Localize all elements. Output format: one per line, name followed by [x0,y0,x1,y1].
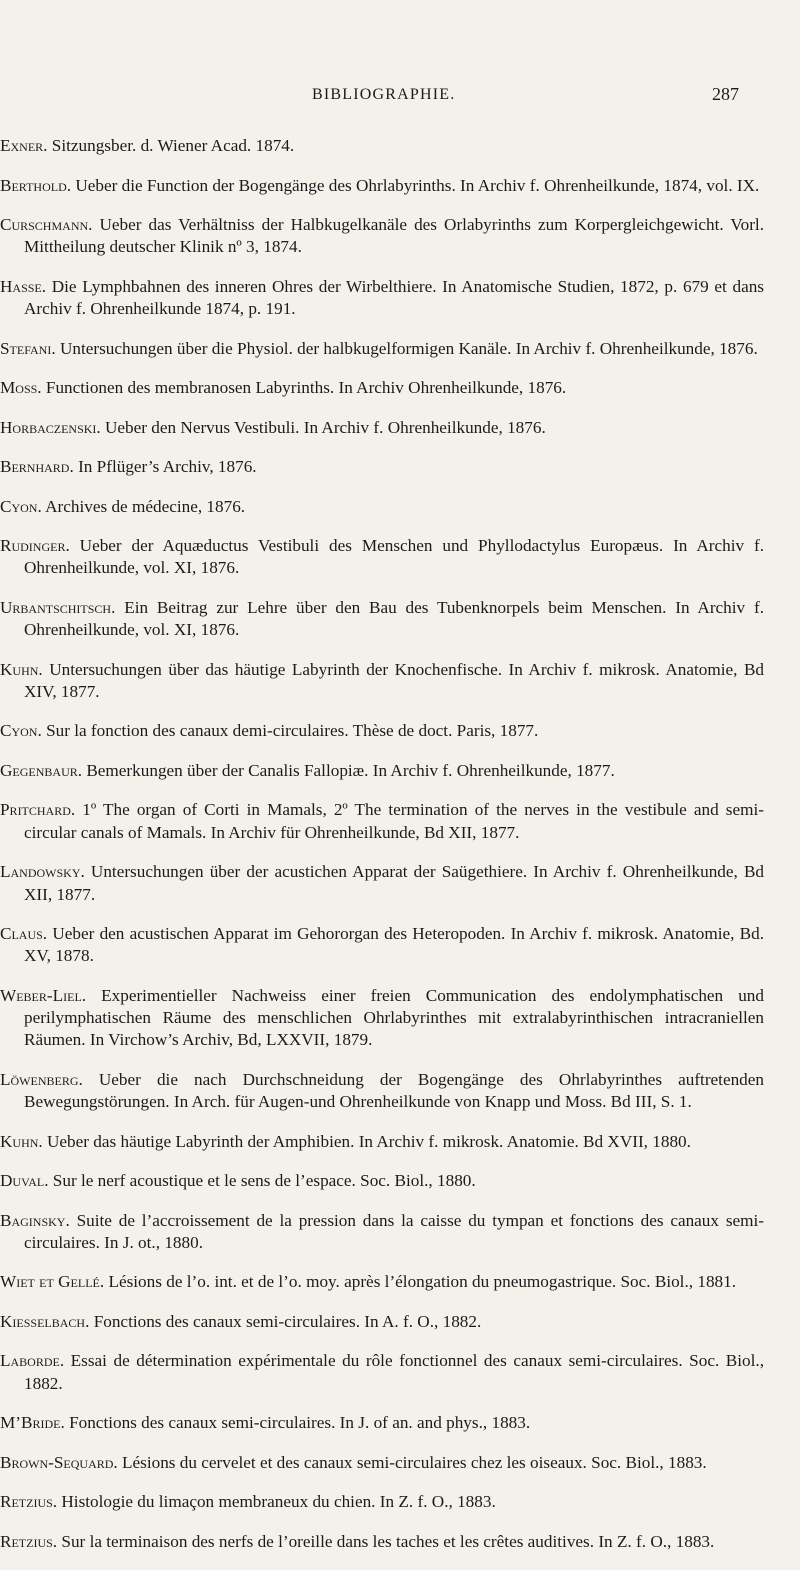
bibliography-entry [0,861,764,906]
bibliography-entry [0,597,764,642]
bibliography-entry [0,1210,764,1255]
bibliography-entry [0,923,764,968]
bibliography-entry [0,1412,764,1434]
entry-author: Rudinger. [0,536,70,556]
entry-text: Untersuchungen über der acustichen Apparat der Saügethiere. In Archiv f. Ohrenheilkunde, Bd XII, 1877. [24,862,764,904]
bibliography-entry [0,1452,764,1474]
entry-text: Experimentieller Nachweiss einer freien Communication des endolymphatischen und perilymphatischen Räume des menschlichen Ohrlabyrinthes mit extralabyrinthischen intracraniellen Räumen. In Virchow’s Archiv, Bd, LXXVII, 1879. [24,985,764,1050]
entry-text: Sur la terminaison des nerfs de l’oreille dans les taches et les crêtes auditives. In Z. f. O., 1883. [57,1531,715,1551]
entry-text: Ueber das Verhältniss der Halbkugelkanäle des Orlabyrinths zum Korpergleichgewicht. Vorl. Mittheilung deutscher Klinik nº 3, 1874. [24,215,764,257]
entry-author: Exner. [0,136,48,156]
entry-text: Histologie du limaçon membraneux du chien. In Z. f. O., 1883. [57,1492,496,1512]
entry-author: Claus. [0,924,48,944]
bibliography-entry [0,1311,764,1333]
entry-author: Cyon. [0,721,42,741]
entry-author: Stefani. [0,338,56,358]
bibliography-entry [0,417,764,439]
bibliography-entry [0,659,764,704]
entry-author: Weber-Liel. [0,985,87,1005]
bibliography-entry [0,135,764,157]
bibliography-entry [0,496,764,518]
entry-text: Die Lymphbahnen des inneren Ohres der Wirbelthiere. In Anatomische Studien, 1872, p. 679 et dans Archiv f. Ohrenheilkunde 1874, p. 191. [24,276,764,319]
entry-text: Lésions de l’o. int. et de l’o. moy. après l’élongation du pneumogastrique. Soc. Biol., 1881. [104,1272,737,1292]
entry-author: Cyon. [0,496,42,516]
page-header [0,86,800,110]
bibliography-entry [0,1069,764,1114]
entry-text: Archives de médecine, 1876. [41,496,246,516]
bibliography-entry [0,1170,764,1192]
entry-author: Curschmann. [0,215,93,235]
entry-text: Sur le nerf acoustique et le sens de l’espace. Soc. Biol., 1880. [48,1171,476,1191]
entry-author: Wiet et Gellé. [0,1272,105,1292]
bibliography-entry [0,535,764,580]
entry-author: Retzius. [0,1492,58,1512]
bibliography-entry [0,214,764,259]
entry-author: Horbaczenski. [0,417,101,437]
entry-text: Ueber der Aquæductus Vestibuli des Menschen und Phyllodactylus Europæus. In Archiv f. Ohrenheilkunde, vol. XI, 1876. [24,536,764,578]
entry-text: Sur la fonction des canaux demi-circulaires. Thèse de doct. Paris, 1877. [41,721,539,741]
entry-text: Essai de détermination expérimentale du rôle fonctionnel des canaux semi-circulaires. Soc. Biol., 1882. [24,1351,764,1393]
entry-text: Ueber den acustischen Apparat im Gehororgan des Heteropoden. In Archiv f. mikrosk. Anatomie, Bd. XV, 1878. [24,924,764,966]
entry-text: Bemerkungen über der Canalis Fallopiæ. In Archiv f. Ohrenheilkunde, 1877. [82,760,615,780]
bibliography-entry [0,760,764,782]
entry-author: Baginsky. [0,1210,70,1230]
entry-text: Fonctions des canaux semi-circulaires. In A. f. O., 1882. [89,1311,482,1331]
entry-text: Untersuchungen über das häutige Labyrinth der Knochenfische. In Archiv f. mikrosk. Anatomie, Bd XIV, 1877. [24,659,764,701]
bibliography-entry [0,377,764,399]
entry-author: Landowsky. [0,862,85,882]
entry-author: Kuhn. [0,659,43,679]
bibliography-entry [0,1531,764,1553]
entry-text: Lésions du cervelet et des canaux semi-circulaires chez les oiseaux. Soc. Biol., 1883. [117,1452,707,1472]
bibliography-list [0,118,800,1570]
entry-author: Kiesselbach. [0,1311,90,1331]
entry-author: Urbantschitsch. [0,597,116,617]
entry-text: Ueber die nach Durchschneidung der Bogengänge des Ohrlabyrinthes auftretenden Bewegungstörungen. In Arch. für Augen-und Ohrenheilkunde von Knapp und Moss. Bd III, S. 1. [24,1069,764,1112]
page-number: 287 [712,84,739,104]
entry-author: Retzius. [0,1531,58,1551]
bibliography-entry [0,720,764,742]
bibliography-entry [0,1271,764,1293]
entry-text: Ein Beitrag zur Lehre über den Bau des Tubenknorpels beim Menschen. In Archiv f. Ohrenheilkunde, vol. XI, 1876. [24,597,764,640]
running-title: BIBLIOGRAPHIE. [312,86,456,103]
entry-text: Ueber die Function der Bogengänge des Ohrlabyrinths. In Archiv f. Ohrenheilkunde, 1874, vol. IX. [71,175,760,195]
entry-text: Functionen des membranosen Labyrinths. In Archiv Ohrenheilkunde, 1876. [41,378,567,398]
bibliography-entry [0,175,764,197]
entry-author: Pritchard. [0,800,76,820]
entry-text: Sitzungsber. d. Wiener Acad. 1874. [47,136,295,156]
entry-author: Brown-Sequard. [0,1452,118,1472]
entry-text: Suite de l’accroissement de la pression dans la caisse du tympan et fonctions des canaux semi-circulaires. In J. ot., 1880. [24,1210,764,1252]
entry-text: Ueber das häutige Labyrinth der Amphibien. In Archiv f. mikrosk. Anatomie. Bd XVII, 1880. [42,1131,691,1151]
entry-text: 1º The organ of Corti in Mamals, 2º The termination of the nerves in the vestibule and semi-circular canals of Mamals. In Archiv für Ohrenheilkunde, Bd XII, 1877. [24,800,764,842]
bibliography-entry [0,985,764,1052]
entry-author: Duval. [0,1171,49,1191]
bibliography-entry [0,799,764,844]
entry-text: Fonctions des canaux semi-circulaires. In J. of an. and phys., 1883. [64,1413,531,1433]
bibliography-entry [0,338,764,360]
bibliography-entry [0,276,764,321]
entry-author: Laborde. [0,1351,65,1371]
entry-text: Ueber den Nervus Vestibuli. In Archiv f. Ohrenheilkunde, 1876. [100,417,546,437]
entry-text: In Pflüger’s Archiv, 1876. [73,457,257,477]
bibliography-entry [0,1350,764,1395]
entry-author: Gegenbaur. [0,760,83,780]
entry-author: Berthold. [0,175,72,195]
entry-author: Bernhard. [0,457,74,477]
entry-author: Löwenberg. [0,1069,83,1089]
entry-author: Kuhn. [0,1131,43,1151]
entry-author: Hasse. [0,276,47,296]
bibliography-entry [0,456,764,478]
entry-author: Moss. [0,378,42,398]
entry-author: M’Bride. [0,1413,65,1433]
bibliography-entry [0,1131,764,1153]
entry-text: Untersuchungen über die Physiol. der halbkugelformigen Kanäle. In Archiv f. Ohrenheilkunde, 1876. [55,338,758,358]
bibliography-entry [0,1491,764,1513]
